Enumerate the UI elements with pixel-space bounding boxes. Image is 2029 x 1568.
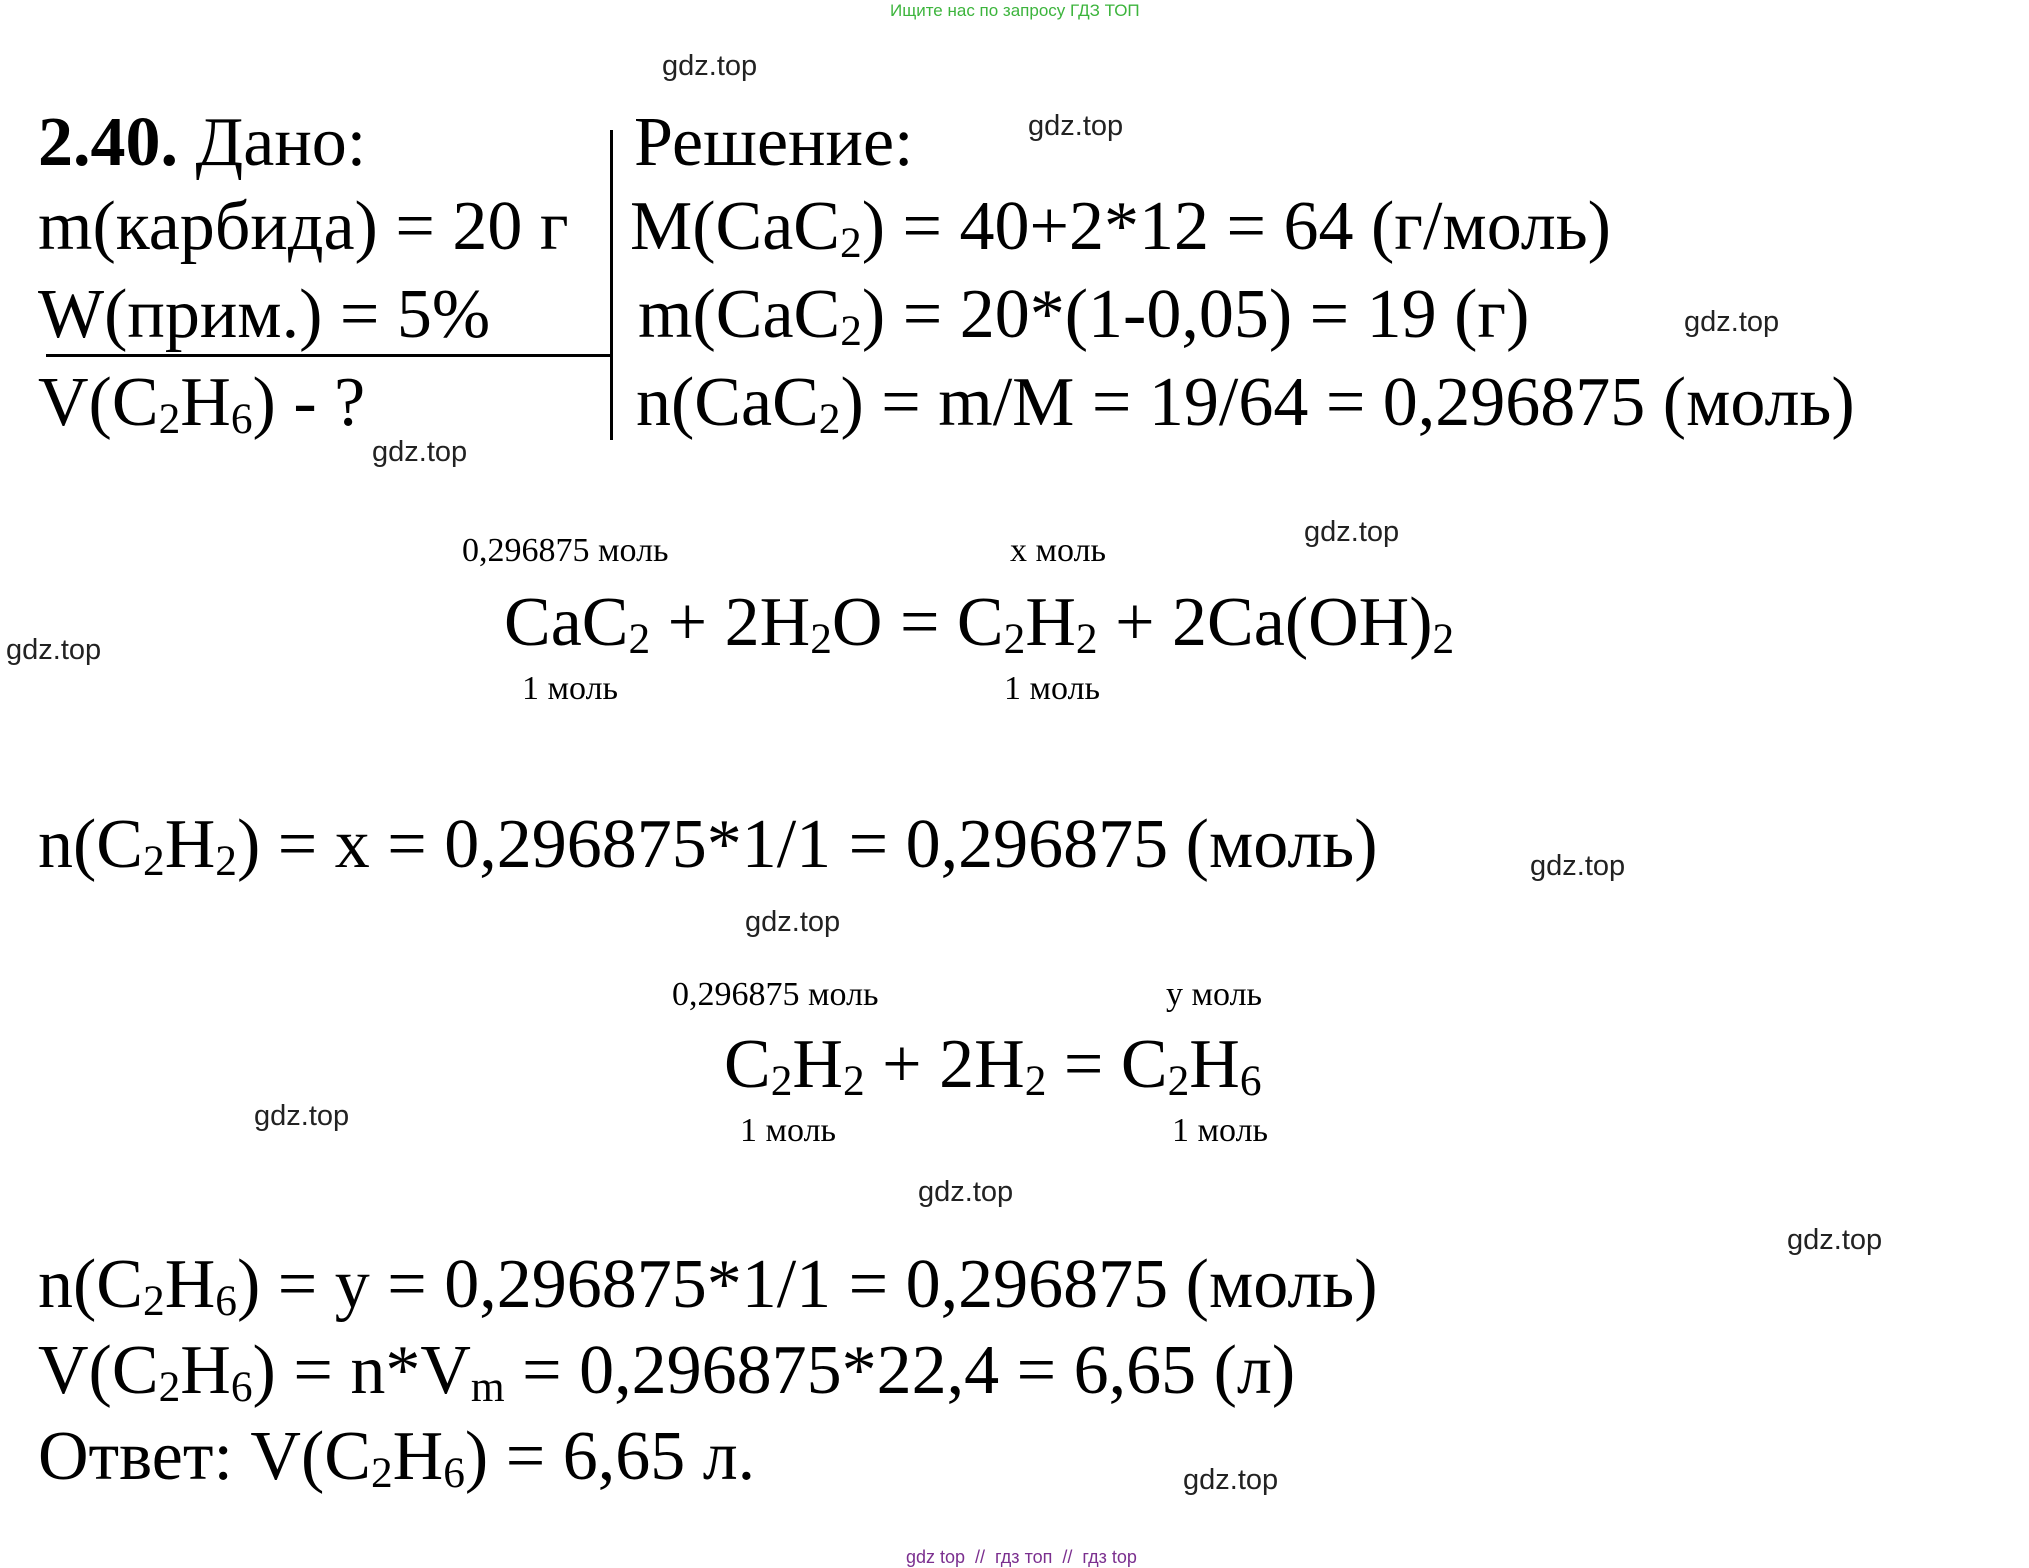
- problem-number: 2.40.: [38, 104, 178, 181]
- given-title: Дано:: [195, 104, 367, 181]
- solution-pure-mass: m(CaC2) = 20*(1-0,05) = 19 (г): [638, 276, 1530, 355]
- watermark: gdz.top: [662, 50, 758, 82]
- reaction1-below-left: 1 моль: [522, 670, 619, 707]
- watermark: gdz.top: [1684, 306, 1780, 338]
- given-impurity: W(прим.) = 5%: [38, 276, 491, 353]
- given-find: V(C2H6) - ?: [38, 364, 366, 443]
- search-banner: Ищите нас по запросу ГДЗ ТОП: [890, 1, 1140, 20]
- reaction2-below-left: 1 моль: [740, 1112, 837, 1149]
- reaction1-below-right: 1 моль: [1004, 670, 1101, 707]
- watermark: gdz.top: [745, 906, 841, 938]
- calc-ethane-moles: n(C2H6) = y = 0,296875*1/1 = 0,296875 (моль): [38, 1246, 1378, 1325]
- calc-acetylene-moles: n(C2H2) = x = 0,296875*1/1 = 0,296875 (моль): [38, 806, 1378, 885]
- watermark: gdz.top: [1304, 516, 1400, 548]
- answer: Ответ: V(C2H6) = 6,65 л.: [38, 1418, 756, 1497]
- footer-links: gdz top // гдз топ // гдз top: [906, 1547, 1137, 1567]
- watermark: gdz.top: [1530, 850, 1626, 882]
- watermark: gdz.top: [918, 1176, 1014, 1208]
- given-solution-divider: [610, 130, 613, 440]
- solution-molar-mass: M(CaC2) = 40+2*12 = 64 (г/моль): [630, 188, 1611, 267]
- calc-ethane-volume: V(C2H6) = n*Vm = 0,296875*22,4 = 6,65 (л): [38, 1332, 1296, 1411]
- watermark: gdz.top: [372, 436, 468, 468]
- problem-heading: [38, 104, 367, 181]
- reaction2-above-right: y моль: [1166, 976, 1263, 1013]
- reaction1-equation: CaC2 + 2H2O = C2H2 + 2Ca(OH)2: [504, 584, 1455, 663]
- reaction2-below-right: 1 моль: [1172, 1112, 1269, 1149]
- watermark: gdz.top: [1183, 1464, 1279, 1496]
- solution-moles: n(CaC2) = m/M = 19/64 = 0,296875 (моль): [636, 364, 1855, 443]
- watermark: gdz.top: [1787, 1224, 1883, 1256]
- given-underline: [46, 354, 612, 357]
- reaction2-above-left: 0,296875 моль: [672, 976, 879, 1013]
- watermark: gdz.top: [6, 634, 102, 666]
- reaction2-equation: C2H2 + 2H2 = C2H6: [724, 1026, 1262, 1105]
- given-mass: m(карбида) = 20 г: [38, 188, 569, 265]
- watermark: gdz.top: [1028, 110, 1124, 142]
- reaction1-above-right: x моль: [1010, 532, 1107, 569]
- reaction1-above-left: 0,296875 моль: [462, 532, 669, 569]
- solution-title: Решение:: [634, 104, 914, 181]
- watermark: gdz.top: [254, 1100, 350, 1132]
